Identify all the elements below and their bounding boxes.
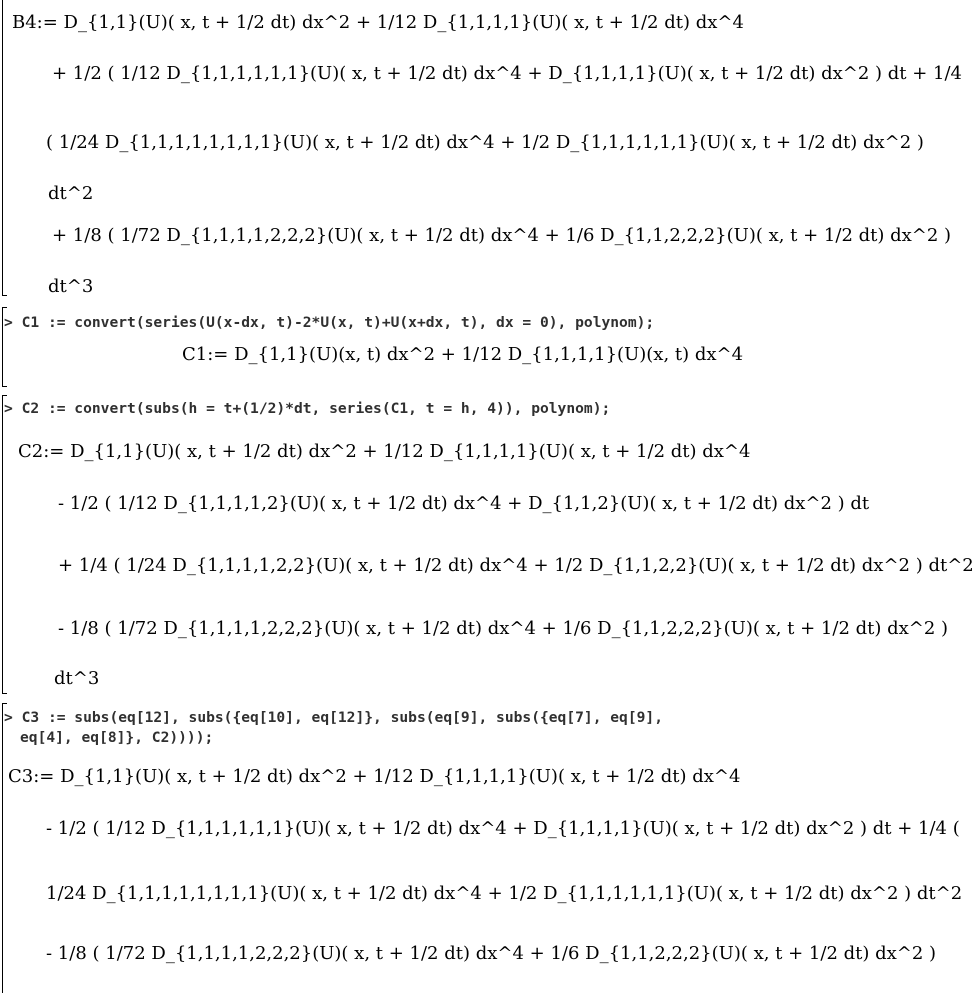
output-line: - 1/2 ( 1/12 D_{1,1,1,1,1,1}(U)( x, t + 1/2 dt) dx^4 + D_{1,1,1,1}(U)( x, t + 1/2 dt) dx^2 ) dt + 1/4 ( [46, 818, 960, 839]
output-line: B4:= D_{1,1}(U)( x, t + 1/2 dt) dx^2 + 1/12 D_{1,1,1,1}(U)( x, t + 1/2 dt) dx^4 [12, 12, 744, 33]
output-line: dt^2 [48, 183, 94, 204]
input-command[interactable] [4, 709, 663, 726]
input-command[interactable] [4, 314, 654, 331]
input-command[interactable] [4, 400, 610, 417]
output-line: ( 1/24 D_{1,1,1,1,1,1,1,1}(U)( x, t + 1/2 dt) dx^4 + 1/2 D_{1,1,1,1,1,1}(U)( x, t + 1/2 dt) dx^2 ) [46, 132, 924, 153]
output-line: C3:= D_{1,1}(U)( x, t + 1/2 dt) dx^2 + 1/12 D_{1,1,1,1}(U)( x, t + 1/2 dt) dx^4 [8, 766, 741, 787]
output-line: C2:= D_{1,1}(U)( x, t + 1/2 dt) dx^2 + 1/12 D_{1,1,1,1}(U)( x, t + 1/2 dt) dx^4 [18, 441, 751, 462]
command-text[interactable]: C1 := convert(series(U(x-dx, t)-2*U(x, t)+U(x+dx, t), dx = 0), polynom); [21, 314, 655, 331]
output-line: dt^3 [48, 276, 94, 297]
output-line: + 1/2 ( 1/12 D_{1,1,1,1,1,1}(U)( x, t + 1/2 dt) dx^4 + D_{1,1,1,1}(U)( x, t + 1/2 dt) dx^2 ) dt + 1/4 [52, 63, 963, 84]
command-text[interactable]: C3 := subs(eq[12], subs({eq[10], eq[12]}, subs(eq[9], subs({eq[7], eq[9], [21, 709, 663, 726]
input-command-continuation[interactable]: eq[4], eq[8]}, C2)))); [20, 729, 214, 746]
output-line: - 1/8 ( 1/72 D_{1,1,1,1,2,2,2}(U)( x, t + 1/2 dt) dx^4 + 1/6 D_{1,1,2,2,2}(U)( x, t + 1/2 dt) dx^2 ) [58, 618, 949, 639]
prompt: > [4, 400, 13, 417]
cell-bracket-c2 [2, 395, 7, 694]
cell-bracket-b4 [2, 0, 7, 296]
output-line: C1:= D_{1,1}(U)(x, t) dx^2 + 1/12 D_{1,1,1,1}(U)(x, t) dx^4 [182, 344, 744, 365]
command-text[interactable]: C2 := convert(subs(h = t+(1/2)*dt, series(C1, t = h, 4)), polynom); [21, 400, 611, 417]
output-line: - 1/2 ( 1/12 D_{1,1,1,1,2}(U)( x, t + 1/2 dt) dx^4 + D_{1,1,2}(U)( x, t + 1/2 dt) dx^2 ) dt [58, 493, 870, 514]
cell-bracket-c3 [2, 703, 7, 993]
output-line: dt^3 [54, 668, 100, 689]
output-line: 1/24 D_{1,1,1,1,1,1,1,1}(U)( x, t + 1/2 dt) dx^4 + 1/2 D_{1,1,1,1,1,1}(U)( x, t + 1/2 dt) dx^2 ) dt^2 [46, 883, 963, 904]
output-line: - 1/8 ( 1/72 D_{1,1,1,1,2,2,2}(U)( x, t + 1/2 dt) dx^4 + 1/6 D_{1,1,2,2,2}(U)( x, t + 1/2 dt) dx^2 ) [46, 943, 937, 964]
prompt: > [4, 314, 13, 331]
output-line: + 1/8 ( 1/72 D_{1,1,1,1,2,2,2}(U)( x, t + 1/2 dt) dx^4 + 1/6 D_{1,1,2,2,2}(U)( x, t + 1/2 dt) dx^2 ) [52, 225, 952, 246]
prompt: > [4, 709, 13, 726]
output-line: + 1/4 ( 1/24 D_{1,1,1,1,2,2}(U)( x, t + 1/2 dt) dx^4 + 1/2 D_{1,1,2,2}(U)( x, t + 1/2 dt) dx^2 ) dt^2 [58, 555, 974, 576]
